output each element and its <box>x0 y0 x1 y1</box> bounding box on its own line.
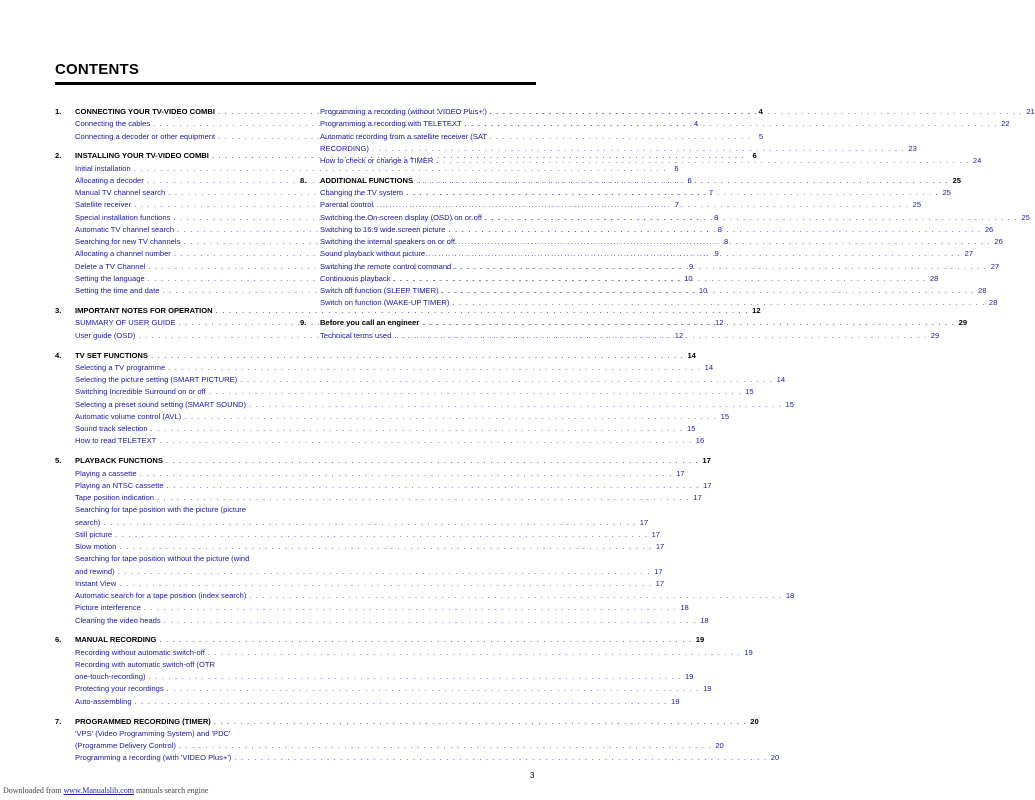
entry-title: Searching for tape position with the picture (picture <box>75 505 246 515</box>
entry-page: 18 <box>680 603 689 613</box>
entry-title: Playing an NTSC cassette <box>75 480 164 490</box>
title-rule <box>55 82 536 85</box>
entry-title: Switching the On-screen display (OSD) on or off <box>320 212 482 222</box>
entry-page: 6 <box>674 163 679 173</box>
entry-title: Initial installation <box>75 163 131 173</box>
entry-page: 12 <box>715 318 724 328</box>
entry-title: Playing a cassette <box>75 468 137 478</box>
entry-title: and rewind) <box>75 566 115 576</box>
dot-leader <box>231 752 767 764</box>
dot-leader <box>391 330 927 342</box>
entry-title: How to read TELETEXT <box>75 436 157 446</box>
section-number: 1. <box>55 107 62 116</box>
toc-entry[interactable] <box>55 578 665 590</box>
entry-title: Tape position indication <box>75 493 154 502</box>
toc-entry[interactable] <box>55 696 680 708</box>
toc-entry[interactable] <box>55 163 679 175</box>
entry-title: Programming a recording (with 'VIDEO Plus+') <box>75 753 232 763</box>
dot-leader <box>148 350 684 362</box>
entry-title: How to check or change a TIMER <box>320 156 434 165</box>
entry-page: 20 <box>770 753 780 763</box>
toc-entry[interactable] <box>55 374 786 386</box>
toc-entry[interactable] <box>300 261 1000 273</box>
entry-title: Technical terms used <box>320 330 392 340</box>
entry-title: Instant View <box>75 578 117 588</box>
section-title: TV SET FUNCTIONS <box>75 350 148 360</box>
footer-link[interactable]: www.Manualslib.com <box>63 786 135 795</box>
entry-page: 28 <box>978 286 987 296</box>
entry-page: 10 <box>698 286 708 296</box>
toc-section <box>55 716 780 765</box>
entry-page: 25 <box>1021 212 1030 222</box>
entry-title: search) <box>75 517 101 527</box>
section-page: 20 <box>750 716 759 726</box>
entry-page: 17 <box>703 480 712 490</box>
entry-title: Automatic search for a tape position (index search) <box>75 591 247 600</box>
section-number: 5. <box>55 456 62 466</box>
section-title: Before you call an engineer <box>320 318 420 328</box>
section-page: 14 <box>687 350 696 360</box>
entry-title: (Programme Delivery Control) <box>75 741 176 751</box>
dot-leader <box>449 297 985 309</box>
section-page: 4 <box>758 107 763 116</box>
section-title: INSTALLING YOUR TV-VIDEO COMBI <box>75 151 209 161</box>
toc-entry[interactable] <box>55 671 694 683</box>
toc-entry[interactable] <box>55 435 705 447</box>
section-page: 12 <box>752 306 761 316</box>
entry-page: 27 <box>964 249 974 259</box>
entry-page: 6 <box>687 175 692 185</box>
dot-leader <box>445 224 981 236</box>
entry-title: Special installation functions <box>75 212 171 222</box>
entry-title: Setting the language <box>75 273 145 283</box>
entry-page: 28 <box>929 273 939 283</box>
entry-title: Selecting the picture setting (SMART PICTURE) <box>75 375 238 385</box>
entry-page: 22 <box>1001 119 1010 129</box>
entry-page: 24 <box>972 156 982 165</box>
toc-section <box>55 350 794 448</box>
entry-title: Parental control <box>320 200 374 210</box>
dot-leader <box>246 399 782 411</box>
toc-entry[interactable] <box>55 740 724 752</box>
entry-title: Manual TV channel search <box>75 188 166 198</box>
toc-entry[interactable] <box>300 212 1030 224</box>
section-title: IMPORTANT NOTES FOR OPERATION <box>75 306 213 316</box>
page-number: 3 <box>530 771 535 780</box>
entry-title: Picture interference <box>75 603 141 613</box>
entry-title: Changing the TV system <box>320 188 404 198</box>
dot-leader <box>146 671 682 683</box>
entry-page: 25 <box>912 200 922 210</box>
dot-leader <box>141 602 677 614</box>
dot-leader <box>455 236 991 248</box>
entry-page: 20 <box>715 741 724 751</box>
toc-entry[interactable] <box>55 480 712 492</box>
toc-entry[interactable] <box>55 752 780 764</box>
entry-page: 9 <box>714 249 719 259</box>
entry-page: 8 <box>717 224 722 234</box>
entry-title: Allocating a decoder <box>75 175 144 185</box>
dot-leader <box>433 155 969 167</box>
dot-leader <box>176 740 712 752</box>
entry-page: 17 <box>639 517 649 527</box>
entry-title: Automatic TV channel search <box>75 224 175 234</box>
dot-leader <box>482 212 1018 224</box>
entry-title: Recording without automatic switch-off <box>75 647 205 657</box>
dot-leader <box>116 578 652 590</box>
toc-entry[interactable] <box>300 297 998 309</box>
entry-page: 15 <box>745 387 754 397</box>
entry-title: User guide (OSD) <box>75 330 136 340</box>
entry-page: 5 <box>758 131 764 141</box>
entry-page: 17 <box>654 566 663 576</box>
dot-leader <box>137 468 673 480</box>
dot-leader <box>439 285 975 297</box>
entry-title: Switch on function (WAKE-UP TIMER) <box>320 298 450 308</box>
toc-entry[interactable] <box>55 602 689 614</box>
toc-section <box>300 106 1035 167</box>
dot-leader <box>165 362 701 374</box>
entry-page: 15 <box>687 424 696 434</box>
toc-entry[interactable] <box>55 541 665 553</box>
toc-entry[interactable] <box>55 553 293 565</box>
entry-title: one-touch-recording) <box>75 672 146 682</box>
entry-title: Switching to 16:9 wide screen picture <box>320 224 446 234</box>
section-number: 8. <box>300 175 307 185</box>
entry-title: Switch off function (SLEEP TIMER) <box>320 286 439 296</box>
section-title: ADDITIONAL FUNCTIONS <box>320 175 414 185</box>
entry-title: Sound track selection <box>75 424 148 434</box>
toc-section <box>55 634 753 708</box>
toc-section-heading[interactable] <box>55 455 711 467</box>
dot-leader <box>154 492 690 504</box>
toc-entry[interactable] <box>55 683 712 695</box>
dot-leader <box>163 455 699 467</box>
toc-entry[interactable] <box>55 615 709 627</box>
entry-page: 10 <box>684 273 693 283</box>
toc-entry[interactable] <box>55 659 293 671</box>
section-number: 7. <box>55 716 62 726</box>
toc-entry[interactable] <box>55 504 293 516</box>
entry-page: 21 <box>1026 107 1035 116</box>
entry-title: Cleaning the video heads <box>75 615 161 625</box>
entry-page: 17 <box>676 468 685 478</box>
section-number: 9. <box>300 318 307 328</box>
entry-title: Satellite receiver <box>75 200 132 210</box>
entry-page: 19 <box>684 672 694 682</box>
entry-title: Protecting your recordings <box>75 684 164 694</box>
toc-entry[interactable] <box>55 566 663 578</box>
dot-leader <box>369 143 905 155</box>
entry-page: 29 <box>930 330 940 340</box>
entry-title: SUMMARY OF USER GUIDE <box>75 318 176 328</box>
toc-section-heading[interactable] <box>55 305 761 317</box>
toc-section-heading[interactable] <box>55 716 759 728</box>
toc-entry[interactable] <box>300 236 1003 248</box>
entry-page: 19 <box>744 647 753 657</box>
entry-title: Slow motion <box>75 542 117 551</box>
toc-entry[interactable] <box>300 187 951 199</box>
entry-page: 17 <box>655 542 665 551</box>
dot-leader <box>148 423 684 435</box>
dot-leader <box>156 435 692 447</box>
entry-page: 17 <box>693 493 702 502</box>
entry-title: RECORDING) <box>320 143 369 153</box>
dot-leader <box>132 696 668 708</box>
entry-page: 19 <box>703 684 712 694</box>
toc-entry[interactable] <box>300 131 537 143</box>
toc-section-heading[interactable] <box>55 634 705 646</box>
dot-leader <box>403 187 939 199</box>
entry-title: Still picture <box>75 529 113 539</box>
entry-title: Searching for tape position without the picture (wind <box>75 554 250 564</box>
entry-page: 18 <box>785 591 795 600</box>
toc-entry[interactable] <box>300 106 1035 118</box>
entry-page: 18 <box>700 615 709 625</box>
section-page: 19 <box>695 635 705 645</box>
entry-title: Continuous playback <box>320 273 391 283</box>
entry-title: Connecting the cables <box>75 119 151 129</box>
dot-leader <box>462 118 998 130</box>
footer-suffix: manuals search engine <box>134 786 209 795</box>
section-page: 29 <box>958 318 968 328</box>
entry-title: Selecting a preset sound setting (SMART SOUND) <box>75 399 247 409</box>
toc-entry[interactable] <box>300 199 922 211</box>
toc-entry[interactable] <box>55 647 753 659</box>
section-number: 3. <box>55 306 62 316</box>
footer-prefix: Downloaded from <box>3 786 64 795</box>
dot-leader <box>164 683 700 695</box>
entry-title: Programming a recording with TELETEXT <box>320 119 462 129</box>
dot-leader <box>246 590 782 602</box>
dot-leader <box>373 199 909 211</box>
entry-title: Automatic recording from a satellite receiver (SAT <box>320 131 487 141</box>
section-title: MANUAL RECORDING <box>75 635 157 645</box>
entry-page: 7 <box>674 200 680 210</box>
toc-entry[interactable] <box>300 155 982 167</box>
page-title: CONTENTS <box>55 61 140 78</box>
dot-leader <box>181 411 717 423</box>
dot-leader <box>237 374 773 386</box>
entry-title: Selecting a TV programme <box>75 362 166 372</box>
entry-title: Programming a recording (without 'VIDEO Plus+') <box>320 107 487 116</box>
entry-title: Allocating a channel number <box>75 249 171 259</box>
entry-page: 17 <box>651 529 661 539</box>
dot-leader <box>112 529 648 541</box>
entry-title: 'VPS' (Video Programming System) and 'PDC' <box>75 728 231 738</box>
toc-entry[interactable] <box>55 529 661 541</box>
toc-entry[interactable] <box>55 362 714 374</box>
entry-page: 7 <box>708 188 714 198</box>
toc-section-heading[interactable] <box>300 175 961 187</box>
dot-leader <box>425 248 961 260</box>
entry-title: Setting the time and date <box>75 286 160 296</box>
entry-title: Sound playback without picture <box>320 249 426 259</box>
entry-page: 15 <box>720 411 730 421</box>
toc-entry[interactable] <box>300 248 974 260</box>
entry-title: Switching Incredible Surround on or off <box>75 387 206 397</box>
entry-page: 8 <box>714 212 719 222</box>
section-number: 4. <box>55 350 62 360</box>
dot-leader <box>206 386 742 398</box>
toc-entry[interactable] <box>55 492 702 504</box>
dot-leader <box>156 634 692 646</box>
entry-page: 25 <box>942 188 951 198</box>
entry-title: Recording with automatic switch-off (OTR <box>75 659 215 669</box>
entry-page: 8 <box>724 237 729 247</box>
entry-page: 4 <box>693 119 699 129</box>
footer <box>3 786 208 795</box>
dot-leader <box>413 175 949 187</box>
entry-page: 9 <box>689 261 694 271</box>
section-number: 2. <box>55 151 62 161</box>
entry-page: 17 <box>655 578 665 588</box>
entry-page: 15 <box>785 399 794 409</box>
toc-section-heading[interactable] <box>55 350 696 362</box>
section-title: PLAYBACK FUNCTIONS <box>75 456 163 466</box>
toc-entry[interactable] <box>300 143 917 155</box>
dot-leader <box>391 273 927 285</box>
section-page: 17 <box>702 456 711 466</box>
dot-leader <box>115 566 651 578</box>
dot-leader <box>100 517 636 529</box>
entry-page: 19 <box>671 696 680 706</box>
toc-entry[interactable] <box>300 118 1010 130</box>
entry-title: Automatic volume control (AVL) <box>75 411 182 421</box>
dot-leader <box>419 317 955 329</box>
dot-leader <box>164 480 700 492</box>
toc-entry[interactable] <box>55 386 754 398</box>
entry-title: Connecting a decoder or other equipment <box>75 131 216 141</box>
dot-leader <box>116 541 652 553</box>
toc-entry[interactable] <box>55 423 696 435</box>
entry-page: 26 <box>984 224 994 234</box>
dot-leader <box>451 261 987 273</box>
entry-title: Searching for new TV channels <box>75 237 181 247</box>
section-number: 6. <box>55 635 62 645</box>
entry-page: 27 <box>990 261 1000 271</box>
toc-entry[interactable] <box>55 468 685 480</box>
dot-leader <box>161 615 697 627</box>
dot-leader <box>487 106 1023 118</box>
entry-page: 14 <box>704 362 714 372</box>
toc-entry[interactable] <box>55 728 293 740</box>
entry-title: Auto-assembling <box>75 696 132 706</box>
toc-entry[interactable] <box>55 590 795 602</box>
toc-section <box>55 455 795 627</box>
section-page: 25 <box>952 175 961 185</box>
toc-entry[interactable] <box>300 224 994 236</box>
toc-entry[interactable] <box>55 517 649 529</box>
section-page: 6 <box>752 151 757 161</box>
entry-page: 26 <box>994 237 1003 247</box>
entry-title: Switching the internal speakers on or off <box>320 237 455 247</box>
dot-leader <box>205 647 741 659</box>
entry-title: Switching the remote control command <box>320 261 452 271</box>
toc-entry[interactable] <box>55 411 730 423</box>
dot-leader <box>211 716 747 728</box>
toc-entry[interactable] <box>55 399 794 411</box>
entry-page: 12 <box>674 330 684 340</box>
entry-page: 16 <box>695 436 705 446</box>
entry-page: 28 <box>988 298 998 308</box>
entry-page: 14 <box>776 375 786 385</box>
section-title: PROGRAMMED RECORDING (TIMER) <box>75 716 211 726</box>
entry-title: Delete a TV Channel <box>75 261 146 271</box>
entry-page: 23 <box>908 143 917 153</box>
section-title: CONNECTING YOUR TV-VIDEO COMBI <box>75 107 215 116</box>
